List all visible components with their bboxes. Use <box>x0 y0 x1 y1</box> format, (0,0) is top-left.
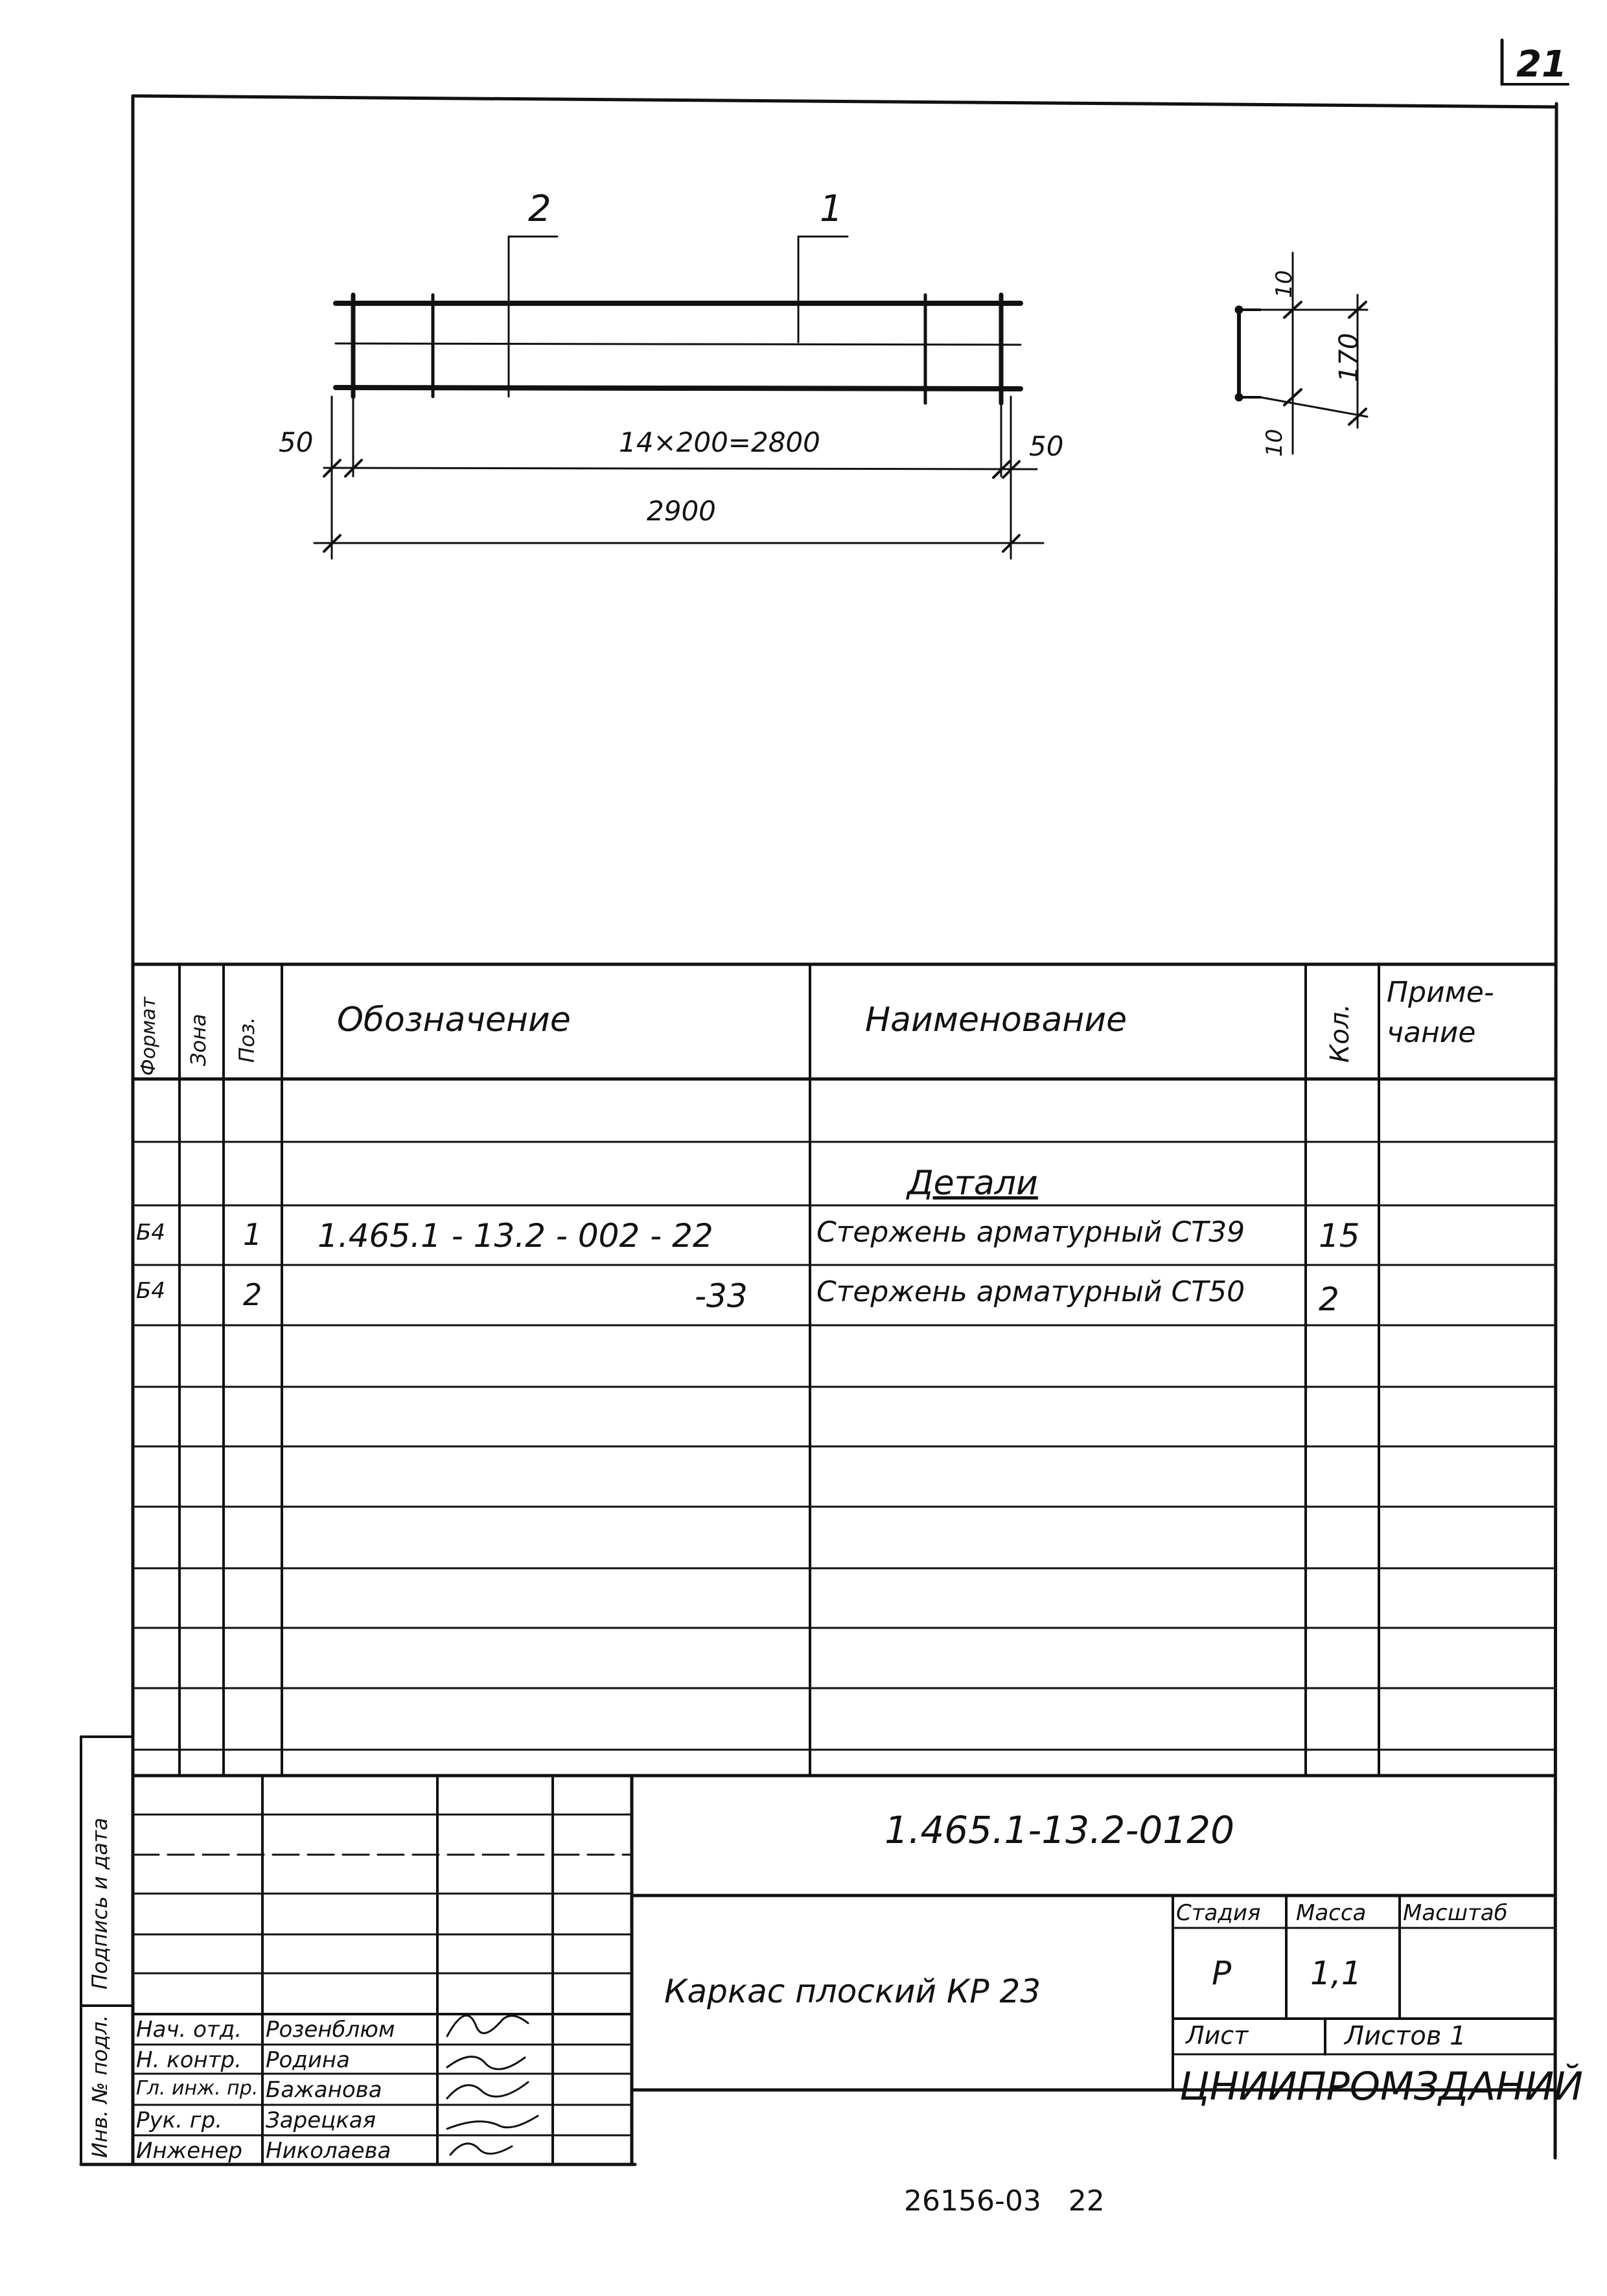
footer-stamp: 26156-03 22 <box>904 2185 1105 2218</box>
section-dim-bottom: 10 <box>1262 428 1288 457</box>
dimension-total: 2900 <box>647 495 716 527</box>
row1-format: Б4 <box>136 1220 165 1246</box>
stage-value: Р <box>1212 1954 1232 1992</box>
staff-role-2: Н. контр. <box>136 2047 242 2073</box>
mass-label: Масса <box>1296 1900 1367 1926</box>
staff-role-3: Гл. инж. пр. <box>136 2077 259 2100</box>
doc-code: 1.465.1-13.2-0120 <box>884 1808 1234 1852</box>
header-qty: Кол. <box>1325 1003 1355 1063</box>
section-title-details: Детали <box>907 1164 1038 1203</box>
dimension-pitch: 14×200=2800 <box>619 426 820 458</box>
callout-pos-1: 1 <box>820 188 843 230</box>
dimension-right-end: 50 <box>1029 430 1064 462</box>
scale-label: Масштаб <box>1403 1900 1508 1926</box>
section-dim-height: 170 <box>1334 332 1364 382</box>
header-note-line1: Приме- <box>1387 976 1494 1009</box>
dimension-left-end: 50 <box>279 426 314 458</box>
staff-role-4: Рук. гр. <box>136 2107 223 2133</box>
left-strip-inventory-no: Инв. № подл. <box>87 2015 112 2158</box>
row2-designation: -33 <box>695 1277 748 1315</box>
header-name: Наименование <box>865 1001 1127 1039</box>
staff-name-2: Родина <box>266 2047 350 2073</box>
staff-name-4: Зарецкая <box>266 2107 376 2133</box>
section-dim-top: 10 <box>1271 270 1297 298</box>
staff-role-5: Инженер <box>136 2138 242 2164</box>
header-designation: Обозначение <box>337 1001 571 1039</box>
row1-pos: 1 <box>243 1217 262 1252</box>
row2-qty: 2 <box>1319 1281 1339 1318</box>
staff-role-1: Нач. отд. <box>136 2017 242 2043</box>
sheet-label: Лист <box>1186 2021 1249 2050</box>
staff-name-5: Николаева <box>266 2138 391 2164</box>
left-strip-signature-date: Подпись и дата <box>87 1817 112 1989</box>
staff-name-1: Розенблюм <box>266 2017 395 2043</box>
row1-designation: 1.465.1 - 13.2 - 002 - 22 <box>318 1217 713 1255</box>
row2-format: Б4 <box>136 1278 165 1304</box>
organization-name: ЦНИИПРОМЗДАНИЙ <box>1179 2064 1584 2109</box>
row2-name: Стержень арматурный СТ50 <box>816 1275 1245 1308</box>
callout-pos-2: 2 <box>528 188 551 230</box>
header-pos: Поз. <box>235 1017 259 1063</box>
row1-qty: 15 <box>1319 1217 1360 1255</box>
sheet-corner-number: 21 <box>1516 43 1567 86</box>
header-note-line2: чание <box>1387 1016 1476 1049</box>
header-zone: Зона <box>186 1014 211 1066</box>
row2-pos: 2 <box>243 1277 262 1312</box>
sheets-count-label: Листов 1 <box>1345 2021 1466 2051</box>
stage-label: Стадия <box>1176 1900 1261 1926</box>
drawing-title: Каркас плоский КР 23 <box>664 1973 1041 2010</box>
row1-name: Стержень арматурный СТ39 <box>816 1216 1245 1249</box>
staff-name-3: Бажанова <box>266 2077 382 2103</box>
mass-value: 1,1 <box>1310 1954 1362 1992</box>
header-format: Формат <box>137 997 160 1076</box>
